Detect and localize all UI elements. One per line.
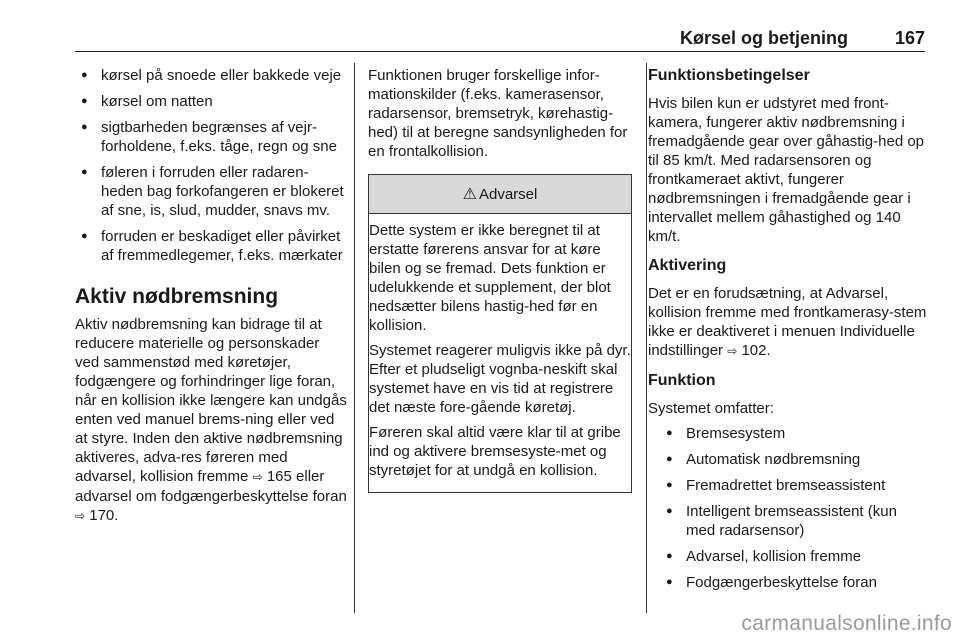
- warning-header: [369, 175, 631, 214]
- watermark: carmanualsonline.info: [741, 612, 952, 635]
- warning-body: [369, 214, 631, 492]
- warning-title: Advarsel: [478, 185, 538, 203]
- page-reference-icon: ⇨: [252, 470, 263, 484]
- column-3: [648, 66, 928, 599]
- column-divider: [646, 63, 647, 613]
- list-item: ● kørsel om natten: [75, 92, 347, 111]
- warning-paragraph: Systemet reagerer muligvis ikke på dyr. Efter et pludseligt vognba-neskift skal systemet have en vis tid at registrere det næste fore-gående køretøj.: [369, 342, 631, 416]
- page-reference-icon: ⇨: [75, 509, 86, 523]
- subheading: Funktion: [648, 372, 716, 389]
- page-reference-link[interactable]: 102: [741, 342, 767, 359]
- chapter-title: Kørsel og betjening: [680, 28, 849, 48]
- list-item: ● Intelligent bremseassistent (kun med radarsensor): [660, 502, 928, 540]
- list-item: ● forruden er beskadiget eller påvirket af fremmedlegemer, f.eks. mærkater: [75, 227, 347, 265]
- warning-paragraph: Føreren skal altid være klar til at gribe ind og aktivere bremsesyste-met og styretøjet for at undgå en kollision.: [369, 424, 621, 479]
- warning-paragraph: Dette system er ikke beregnet til at erstatte førerens ansvar for at køre bilen og se fremad. Dets funktion er udelukkende et supplement, der blot nedsætter bilens hastig-hed før en kollision.: [369, 222, 611, 334]
- list-item: ● Automatisk nødbremsning: [660, 450, 928, 469]
- subheading: Aktivering: [648, 257, 727, 274]
- list-item: ● føleren i forruden eller radaren-heden bag forkofangeren er blokeret af sne, is, slud, mudder, snavs mv.: [75, 163, 347, 220]
- list-item: ● Fodgængerbeskyttelse foran: [660, 573, 928, 592]
- warning-box: [368, 174, 632, 493]
- page-reference-link[interactable]: 165: [266, 468, 292, 485]
- list-item: ● Advarsel, kollision fremme: [660, 547, 928, 566]
- subheading: Funktionsbetingelser: [648, 67, 810, 84]
- paragraph: Hvis bilen kun er udstyret med front-kamera, fungerer aktiv nødbremsning i fremadgående gear over gåhastig-hed op til 85 km/t. Med radarsensoren og frontkameraet aktivt, fungerer nødbremsningen i fremadgående gear i intervallet mellem gåhastighed og 140 km/t.: [648, 95, 925, 245]
- list-item: ● Fremadrettet bremseassistent: [660, 476, 928, 495]
- intro-paragraph: Funktionen bruger forskellige infor-mationskilder (f.eks. kamerasensor, radarsensor, bremsetryk, kørehastig-hed) til at beregne sandsynligheden for en frontalkollision.: [368, 67, 628, 160]
- paragraph: Systemet omfatter:: [648, 400, 774, 417]
- column-1: [75, 66, 347, 536]
- page-reference-icon: ⇨: [727, 344, 738, 358]
- page-number: 167: [894, 28, 925, 48]
- page-reference-link[interactable]: 170: [89, 507, 115, 524]
- column-2: [368, 66, 632, 493]
- list-item: ● Bremsesystem: [660, 424, 928, 443]
- section-title: Aktiv nødbremsning: [75, 285, 279, 308]
- column-divider: [354, 63, 355, 613]
- warning-icon: ⚠: [462, 185, 477, 203]
- system-component-list: [660, 424, 928, 592]
- paragraph: Det er en forudsætning, at Advarsel, kollision fremme med frontkamerasy-stem ikke er deaktiveret i menuen Individuelle indstillinger ⇨ 102.: [648, 285, 927, 359]
- list-item: ● kørsel på snoede eller bakkede veje: [75, 66, 347, 85]
- condition-list: [75, 66, 347, 265]
- section-paragraph: Aktiv nødbremsning kan bidrage til at reducere materielle og personskader ved sammenstød med køretøjer, fodgængere og forhindringer lige foran, når en kollision ikke længere kan undgås enten ved manuel brems-ning eller ved at styre. Inden den aktive nødbremsning aktiveres, adva-res føreren med advarsel, kollision fremme ⇨ 165 eller advarsel om fodgængerbeskyttelse foran ⇨ 170.: [75, 316, 347, 524]
- header-rule: [75, 51, 925, 52]
- list-item: ● sigtbarheden begrænses af vejr-forholdene, f.eks. tåge, regn og sne: [75, 118, 347, 156]
